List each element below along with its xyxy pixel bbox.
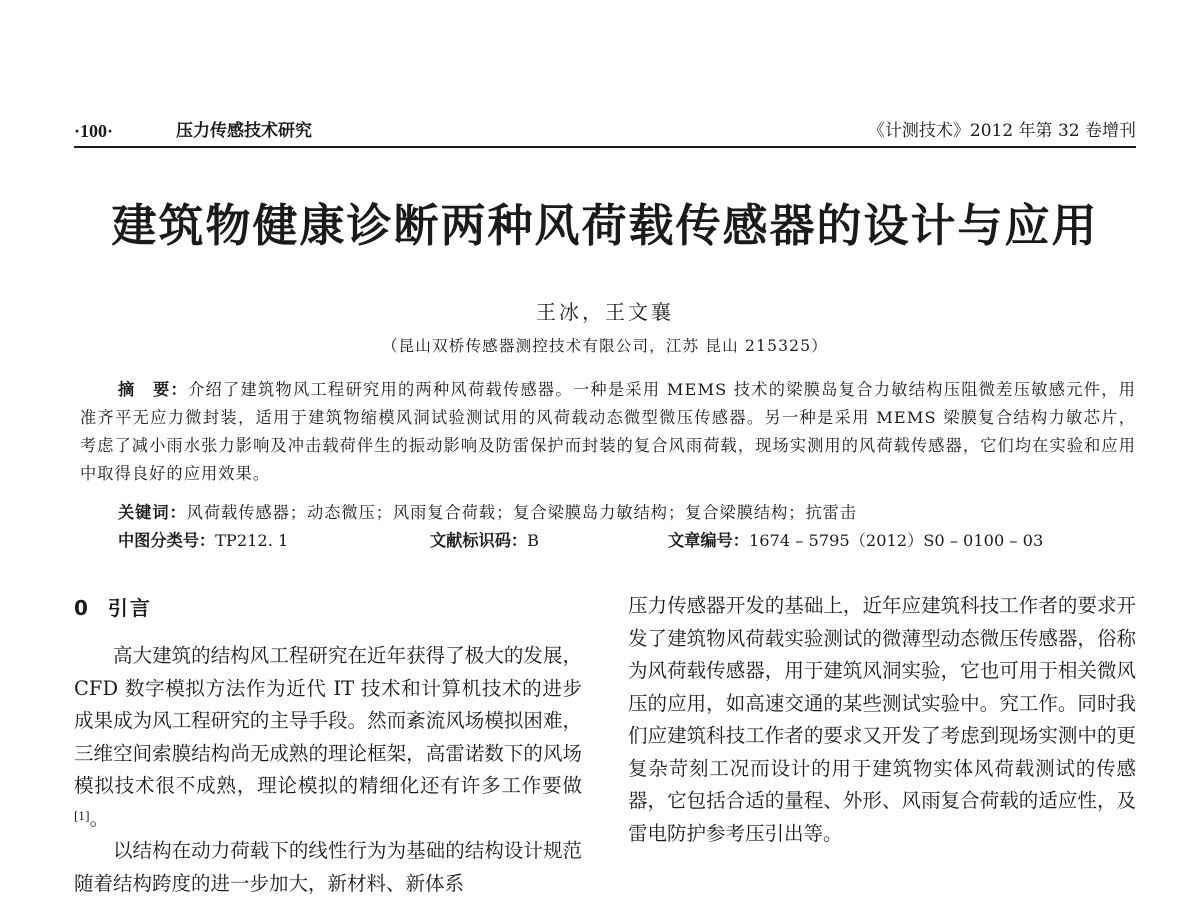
- article-no-label: 文章编号：: [668, 531, 749, 550]
- intro-paragraph-1-text: 高大建筑的结构风工程研究在近年获得了极大的发展，CFD 数字模拟方法作为近代 IT 技术和计算机技术的进步成果成为风工程研究的主导手段。然而紊流风场模拟困难，三维空间索膜结构尚无成熟的理论框架，高雷诺数下的风场模拟技术很不成熟，理论模拟的精细化还有许多工作要做: [74, 644, 582, 797]
- citation-ref: [1]: [74, 809, 90, 823]
- article-no-value: 1674 – 5795（2012）S0 – 0100 – 03: [748, 531, 1044, 550]
- keywords-text: 风荷载传感器；动态微压；风雨复合荷载；复合梁膜岛力敏结构；复合梁膜结构；抗雷击: [186, 503, 858, 522]
- section-title: 引言: [107, 596, 152, 620]
- abstract: [80, 376, 1136, 488]
- document-code: [430, 528, 539, 554]
- keywords: [118, 500, 1136, 526]
- intro-paragraph-1-end: 。: [89, 806, 110, 830]
- journal-citation: 《计测技术》2012 年第 32 卷增刊: [867, 121, 1136, 141]
- article-number: [668, 528, 1043, 554]
- intro-paragraph-1: [74, 640, 582, 835]
- clc-number: [118, 528, 288, 554]
- doc-code-label: 文献标识码：: [430, 531, 528, 550]
- header-rule: [74, 146, 1136, 148]
- clc-value: TP212. 1: [215, 531, 289, 550]
- keywords-label: 关键词：: [118, 503, 187, 522]
- body-column-left: [74, 590, 582, 900]
- paper-title: 建筑物健康诊断两种风荷载传感器的设计与应用: [111, 199, 1099, 252]
- classification-line: [118, 528, 1136, 554]
- abstract-label: 摘 要：: [118, 380, 188, 399]
- page-number: ·100·: [74, 121, 114, 141]
- section-heading: [74, 590, 582, 626]
- running-section-title: 压力传感技术研究: [176, 121, 312, 141]
- right-column-paragraph: 压力传感器开发的基础上，近年应建筑科技工作者的要求开发了建筑物风荷载实验测试的微薄型动态微压传感器，俗称为风荷载传感器，用于建筑风洞实验，它也可用于相关微风压的应用，如高速交通的某些测试实验中。究工作。同时我们应建筑科技工作者的要求又开发了考虑到现场实测中的更复杂苛刻工况而设计的用于建筑物实体风荷载测试的传感器，它包括合适的量程、外形、风雨复合荷载的适应性，及雷电防护参考压引出等。: [628, 594, 1136, 845]
- intro-paragraph-2: 以结构在动力荷载下的线性行为为基础的结构设计规范随着结构跨度的进一步加大，新材料、新体系: [74, 839, 582, 895]
- paper-affiliation: （昆山双桥传感器测控技术有限公司，江苏 昆山 215325）: [381, 337, 829, 355]
- paper-authors: 王冰，王文襄: [536, 300, 674, 324]
- clc-label: 中图分类号：: [118, 531, 216, 550]
- running-header: [74, 118, 1136, 144]
- section-number: 0: [74, 596, 90, 620]
- body-column-right: [628, 590, 1136, 850]
- abstract-text: 介绍了建筑物风工程研究用的两种风荷载传感器。一种是采用 MEMS 技术的梁膜岛复合力敏结构压阻微差压敏感元件，用准齐平无应力微封装，适用于建筑物缩模风洞试验测试用的风荷载动态微型微压传感器。另一种是采用 MEMS 梁膜复合结构力敏芯片，考虑了减小雨水张力影响及冲击载荷伴生的振动影响及防雷保护而封装的复合风雨荷载，现场实测用的风荷载传感器，它们均在实验和应用中取得良好的应用效果。: [80, 380, 1136, 483]
- doc-code-value: B: [527, 531, 540, 550]
